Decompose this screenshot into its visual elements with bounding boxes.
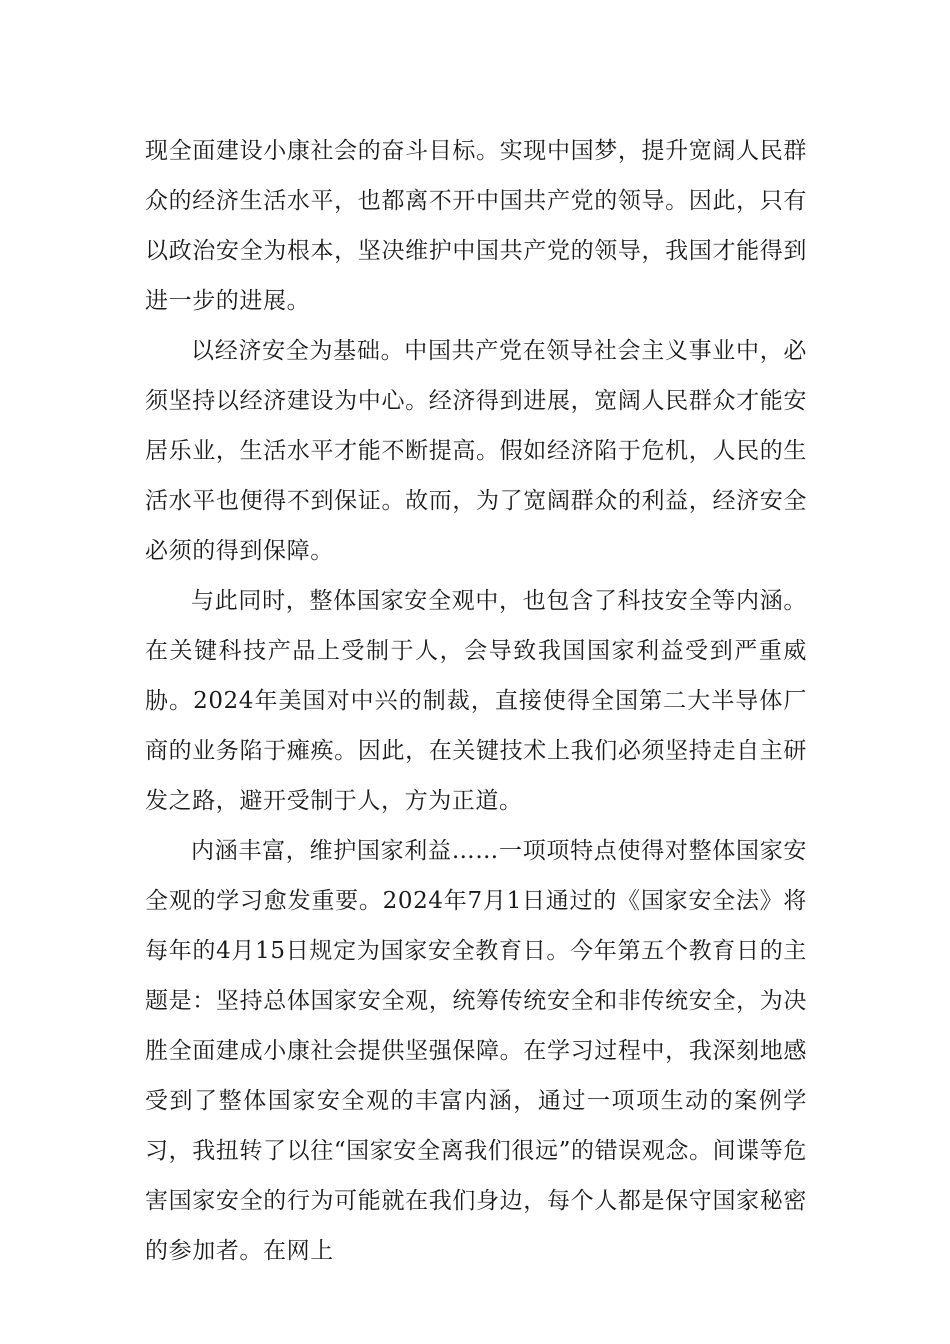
paragraph-security-education: 内涵丰富，维护国家利益……一项项特点使得对整体国家安全观的学习愈发重要。2024年7月1日通过的《国家安全法》将每年的4月15日规定为国家安全教育日。今年第五个教育日的主题是：坚持总体国家安全观，统筹传统安全和非传统安全，为决胜全面建成小康社会提供坚强保障。在学习过程中，我深刻地感受到了整体国家安全观的丰富内涵，通过一项项生动的案例学习，我扭转了以往“国家安全离我们很远”的错误观念。间谍等危害国家安全的行为可能就在我们身边，每个人都是保守国家秘密的参加者。在网上 — [145, 838, 807, 1264]
document-body — [145, 126, 807, 1276]
paragraph-continuation: 现全面建设小康社会的奋斗目标。实现中国梦，提升宽阔人民群众的经济生活水平，也都离不开中国共产党的领导。因此，只有以政治安全为根本，坚决维护中国共产党的领导，我国才能得到进一步的进展。 — [145, 138, 807, 314]
paragraph-economic-security: 以经济安全为基础。中国共产党在领导社会主义事业中，必须坚持以经济建设为中心。经济得到进展，宽阔人民群众才能安居乐业，生活水平才能不断提高。假如经济陷于危机，人民的生活水平也便得不到保证。故而，为了宽阔群众的利益，经济安全必须的得到保障。 — [145, 338, 807, 564]
paragraph-tech-security: 与此同时，整体国家安全观中，也包含了科技安全等内涵。在关键科技产品上受制于人，会导致我国国家利益受到严重威胁。2024年美国对中兴的制裁，直接使得全国第二大半导体厂商的业务陷于瘫痪。因此，在关键技术上我们必须坚持走自主研发之路，避开受制于人，方为正道。 — [145, 588, 807, 814]
